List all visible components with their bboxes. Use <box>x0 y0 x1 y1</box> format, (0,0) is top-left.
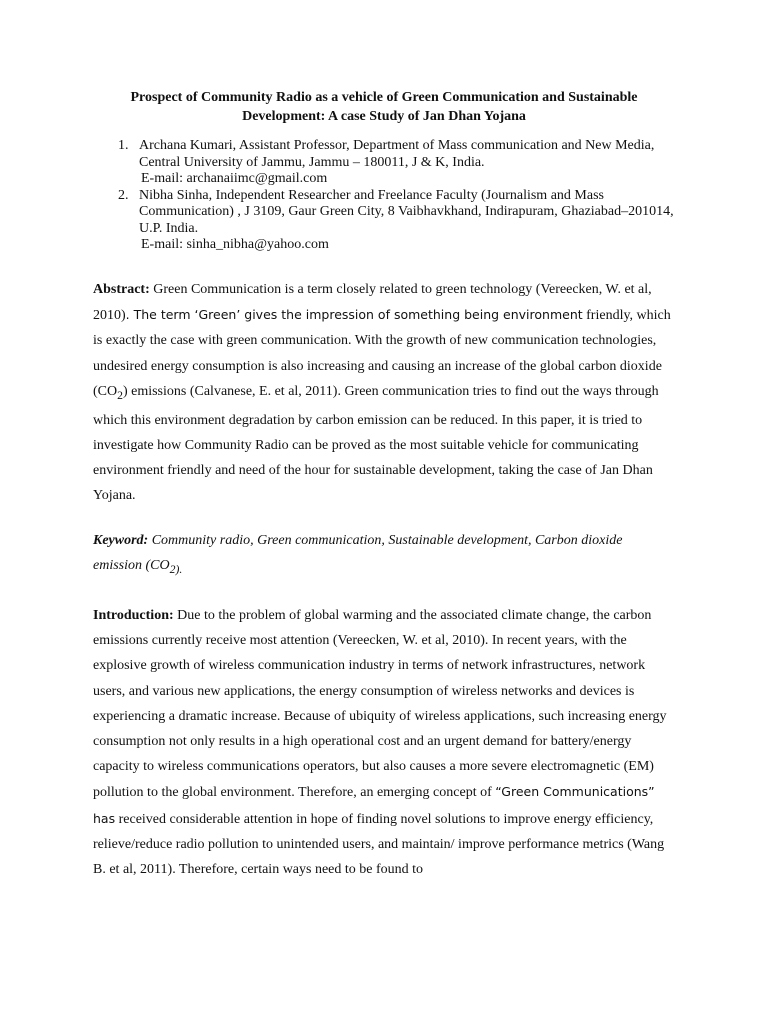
author-email: E-mail: archanaiimc@gmail.com <box>141 171 328 186</box>
introduction-paragraph <box>93 603 673 882</box>
abstract-label: Abstract: <box>93 282 150 297</box>
author-affiliation: Archana Kumari, Assistant Professor, Department of Mass communication and New Media, Central University of Jammu, Jammu – 180011, J & K, India. <box>139 138 655 170</box>
introduction-text-3: received considerable attention in hope of finding novel solutions to improve energy efficiency, relieve/reduce radio pollution to unintended users, and maintain/ improve performance metrics (Wang B. et al, 2011). Therefore, certain ways need to be found to <box>93 811 665 878</box>
keywords-paragraph <box>93 528 673 582</box>
abstract-text-4: ) emissions (Calvanese, E. et al, 2011). Green communication tries to find out the ways through which this environment degradation by carbon emission can be reduced. In this paper, it is tried to investigate how Community Radio can be proved as the most suitable vehicle for communicating environment friendly and need of the hour for sustainable development, taking the case of Jan Dhan Yojana. <box>93 383 659 504</box>
paper-title <box>60 88 708 126</box>
paper-title-line-1: Prospect of Community Radio as a vehicle of Green Communication and Sustainable <box>130 90 638 105</box>
keywords-label: Keyword: <box>93 533 149 548</box>
author-item <box>118 138 698 188</box>
paper-title-line-2: Development: A case Study of Jan Dhan Yojana <box>242 109 526 124</box>
abstract-paragraph <box>93 277 673 509</box>
abstract-text-2: . The term ‘Green’ gives the impression of something being environment <box>125 307 583 323</box>
abstract-text-3: friendly, which is exactly the case with green communication. With the growth of new communication technologies, undesired energy consumption is also increasing and causing an increase of the global carbon dioxide (CO <box>93 308 671 399</box>
author-list <box>118 138 698 254</box>
introduction-text-2: has <box>93 810 116 826</box>
introduction-label: Introduction: <box>93 608 174 623</box>
abstract-text-1: Green Communication is a term closely related to green technology (Vereecken, W. et al, 2010) <box>93 282 652 324</box>
introduction-text-1: Due to the problem of global warming and the associated climate change, the carbon emissions currently receive most attention (Vereecken, W. et al, 2010). In recent years, with the explosive growth of wireless communication industry in terms of network infrastructures, network users, and various new applications, the energy consumption of wireless networks and devices is experiencing a dramatic increase. Because of ubiquity of wireless applications, such increasing energy consumption not only results in a high operational cost and an urgent demand for battery/energy capacity to wireless communications operators, but also causes a more severe electromagnetic (EM) pollution to the global environment. Therefore, an emerging concept of <box>93 608 667 801</box>
author-affiliation: Nibha Sinha, Independent Researcher and Freelance Faculty (Journalism and Mass Communication) , J 3109, Gaur Green City, 8 Vaibhavkhand, Indirapuram, Ghaziabad–201014, U.P. India. <box>139 187 674 236</box>
author-number: 1. <box>118 138 129 153</box>
author-email: E-mail: sinha_nibha@yahoo.com <box>141 237 329 252</box>
co2-subscript: 2 <box>117 388 123 402</box>
keywords-text: Community radio, Green communication, Sustainable development, Carbon dioxide emission (CO <box>93 533 623 574</box>
author-number: 2. <box>118 187 129 203</box>
introduction-quoted-term: “Green Communications” <box>495 784 655 800</box>
keywords-subscript: 2). <box>169 563 183 576</box>
author-item <box>118 188 698 254</box>
